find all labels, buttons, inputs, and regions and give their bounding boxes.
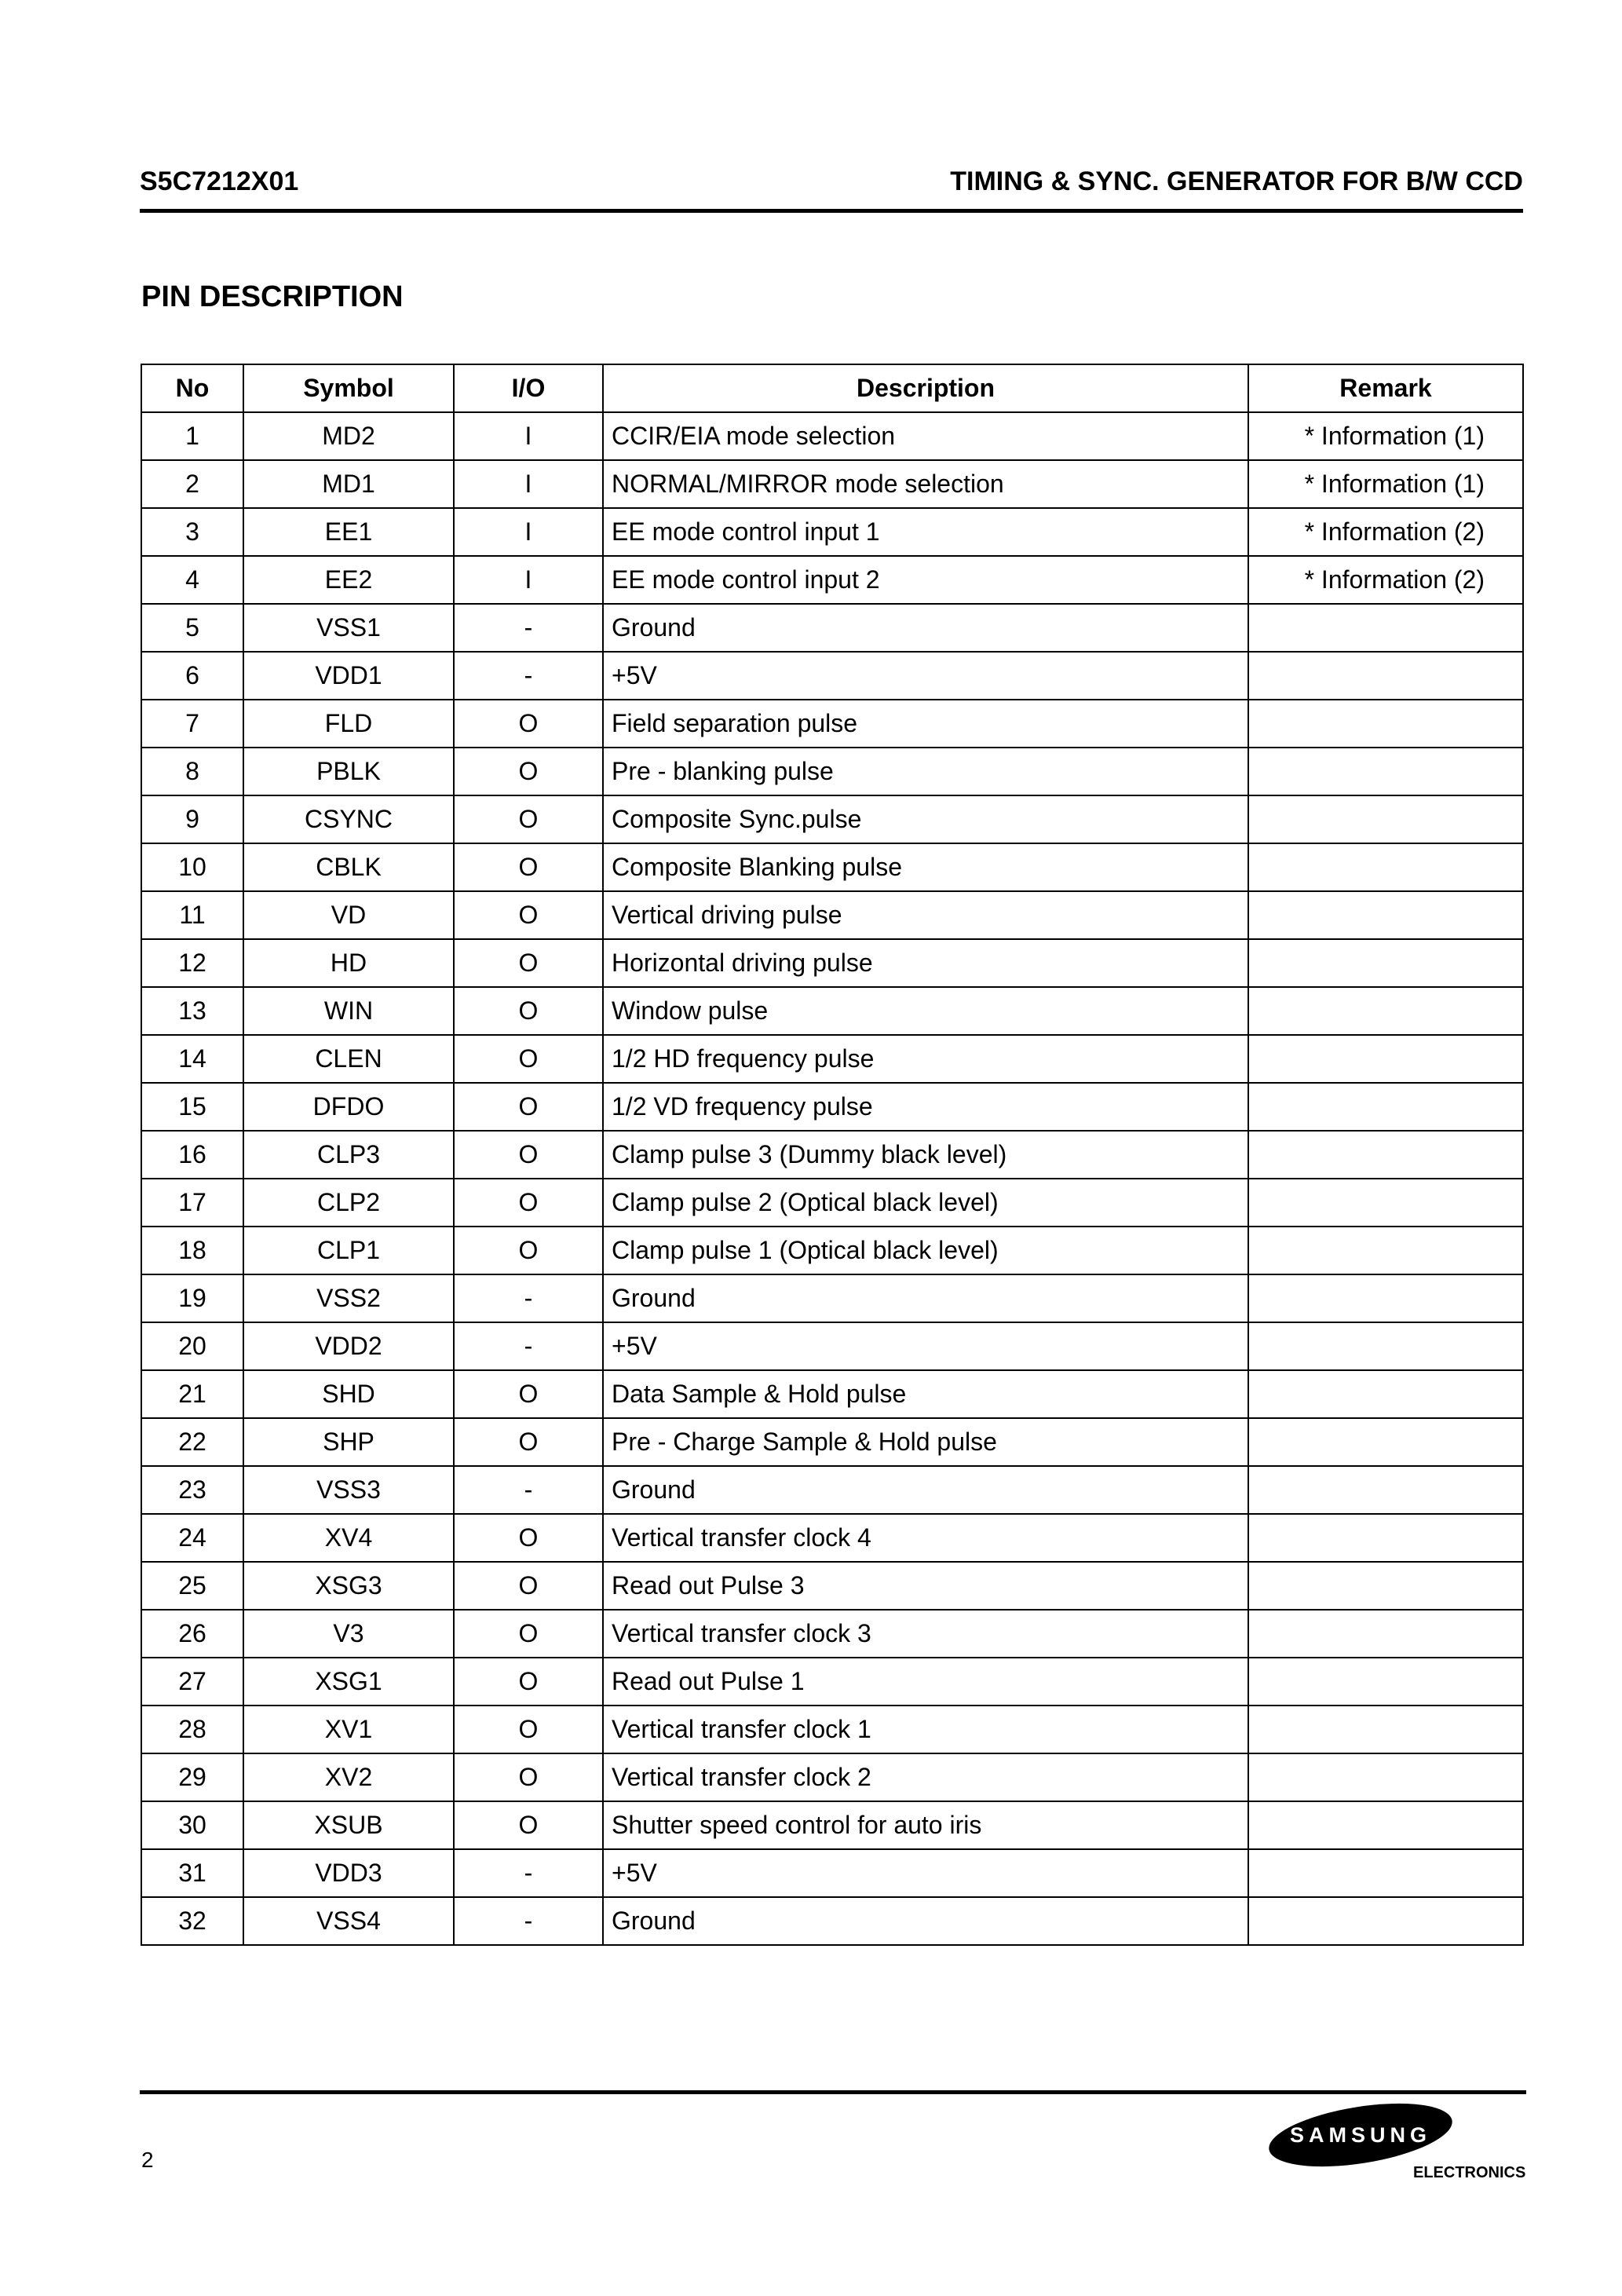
pin-remark [1248,1035,1523,1083]
pin-remark [1248,1610,1523,1658]
pin-remark [1248,795,1523,843]
pin-io: O [454,987,603,1035]
pin-io: O [454,1706,603,1753]
table-row [141,987,1523,1035]
pin-description: Clamp pulse 2 (Optical black level) [603,1179,1248,1227]
pin-io: - [454,604,603,652]
pin-remark [1248,1658,1523,1706]
pin-remark [1248,939,1523,987]
table-row [141,1897,1523,1945]
table-row [141,1849,1523,1897]
pin-symbol: PBLK [243,748,454,795]
table-row [141,556,1523,604]
pin-remark [1248,1083,1523,1131]
pin-symbol: CLP2 [243,1179,454,1227]
pin-description: Read out Pulse 3 [603,1562,1248,1610]
pin-description: Vertical transfer clock 4 [603,1514,1248,1562]
pin-symbol: VSS4 [243,1897,454,1945]
pin-io: O [454,891,603,939]
pin-io: O [454,1035,603,1083]
pin-remark [1248,1418,1523,1466]
pin-io: - [454,652,603,700]
pin-io: - [454,1849,603,1897]
pin-remark [1248,1514,1523,1562]
pin-description: Shutter speed control for auto iris [603,1801,1248,1849]
pin-remark [1248,1179,1523,1227]
pin-description: Pre - Charge Sample & Hold pulse [603,1418,1248,1466]
pin-description: +5V [603,1322,1248,1370]
table-row [141,652,1523,700]
column-header-remark: Remark [1248,364,1523,412]
pin-number: 16 [141,1131,243,1179]
table-row [141,700,1523,748]
pin-remark [1248,1274,1523,1322]
pin-symbol: WIN [243,987,454,1035]
pin-description: NORMAL/MIRROR mode selection [603,460,1248,508]
pin-number: 31 [141,1849,243,1897]
pin-symbol: XSG3 [243,1562,454,1610]
pin-io: O [454,1131,603,1179]
pin-symbol: HD [243,939,454,987]
pin-number: 13 [141,987,243,1035]
pin-io: O [454,1562,603,1610]
pin-number: 24 [141,1514,243,1562]
table-row [141,1562,1523,1610]
pin-io: O [454,1370,603,1418]
table-row [141,1801,1523,1849]
pin-remark [1248,1227,1523,1274]
table-row [141,1514,1523,1562]
pin-symbol: VSS1 [243,604,454,652]
pin-symbol: XV2 [243,1753,454,1801]
table-row [141,939,1523,987]
column-header-io: I/O [454,364,603,412]
page-number: 2 [141,2148,154,2172]
section-title: PIN DESCRIPTION [141,280,404,313]
pin-io: I [454,460,603,508]
pin-remark [1248,843,1523,891]
pin-symbol: VDD2 [243,1322,454,1370]
pin-symbol: VSS3 [243,1466,454,1514]
pin-io: O [454,1801,603,1849]
pin-io: O [454,1658,603,1706]
pin-io: O [454,748,603,795]
table-row [141,1466,1523,1514]
pin-io: - [454,1274,603,1322]
pin-number: 11 [141,891,243,939]
pin-remark [1248,1753,1523,1801]
pin-number: 22 [141,1418,243,1466]
pin-symbol: DFDO [243,1083,454,1131]
pin-description: Clamp pulse 1 (Optical black level) [603,1227,1248,1274]
pin-description: +5V [603,1849,1248,1897]
pin-io: I [454,412,603,460]
pin-description: Clamp pulse 3 (Dummy black level) [603,1131,1248,1179]
pin-description: Ground [603,1897,1248,1945]
pin-description: Ground [603,1274,1248,1322]
pin-description: Vertical transfer clock 2 [603,1753,1248,1801]
table-row [141,1706,1523,1753]
table-row [141,843,1523,891]
pin-symbol: XV1 [243,1706,454,1753]
pin-io: O [454,1227,603,1274]
pin-symbol: VDD3 [243,1849,454,1897]
table-row [141,1035,1523,1083]
pin-description: 1/2 HD frequency pulse [603,1035,1248,1083]
column-header-no: No [141,364,243,412]
table-row [141,1418,1523,1466]
pin-description: Ground [603,1466,1248,1514]
pin-io: - [454,1322,603,1370]
pin-number: 23 [141,1466,243,1514]
pin-number: 30 [141,1801,243,1849]
pin-remark [1248,652,1523,700]
pin-number: 27 [141,1658,243,1706]
pin-symbol: EE1 [243,508,454,556]
pin-description: Field separation pulse [603,700,1248,748]
header-divider [140,209,1523,213]
pin-description: Pre - blanking pulse [603,748,1248,795]
pin-symbol: VD [243,891,454,939]
samsung-logo [1262,2101,1459,2169]
pin-remark [1248,1706,1523,1753]
pin-number: 7 [141,700,243,748]
pin-remark [1248,1370,1523,1418]
pin-remark [1248,700,1523,748]
table-row [141,1370,1523,1418]
pin-description: +5V [603,652,1248,700]
pin-number: 5 [141,604,243,652]
pin-description: Composite Blanking pulse [603,843,1248,891]
pin-number: 9 [141,795,243,843]
pin-number: 19 [141,1274,243,1322]
pin-description: Ground [603,604,1248,652]
pin-symbol: SHP [243,1418,454,1466]
pin-io: O [454,1610,603,1658]
pin-io: I [454,508,603,556]
pin-symbol: CLEN [243,1035,454,1083]
pin-number: 12 [141,939,243,987]
pin-io: O [454,1418,603,1466]
pin-number: 32 [141,1897,243,1945]
pin-symbol: CBLK [243,843,454,891]
table-row [141,604,1523,652]
table-row [141,460,1523,508]
pin-remark [1248,987,1523,1035]
pin-number: 10 [141,843,243,891]
pin-number: 8 [141,748,243,795]
pin-io: O [454,1514,603,1562]
pin-symbol: VDD1 [243,652,454,700]
logo-subtext: ELECTRONICS [1413,2164,1526,2181]
table-header-row [141,364,1523,412]
part-number: S5C7212X01 [140,166,299,196]
pin-description: Horizontal driving pulse [603,939,1248,987]
pin-io: I [454,556,603,604]
pin-symbol: SHD [243,1370,454,1418]
pin-io: O [454,843,603,891]
pin-symbol: MD2 [243,412,454,460]
footer-divider [140,2090,1526,2094]
pin-number: 26 [141,1610,243,1658]
pin-number: 28 [141,1706,243,1753]
table-row [141,1083,1523,1131]
pin-description: Window pulse [603,987,1248,1035]
pin-symbol: V3 [243,1610,454,1658]
pin-description-table [141,364,1524,1946]
pin-remark: * Information (1) [1248,460,1523,508]
pin-number: 15 [141,1083,243,1131]
pin-number: 3 [141,508,243,556]
pin-number: 20 [141,1322,243,1370]
pin-number: 14 [141,1035,243,1083]
column-header-description: Description [603,364,1248,412]
pin-description: Vertical transfer clock 1 [603,1706,1248,1753]
pin-remark [1248,1131,1523,1179]
table-row [141,1753,1523,1801]
pin-remark [1248,1801,1523,1849]
pin-symbol: FLD [243,700,454,748]
pin-symbol: CLP1 [243,1227,454,1274]
pin-symbol: CLP3 [243,1131,454,1179]
pin-remark [1248,748,1523,795]
pin-number: 18 [141,1227,243,1274]
table-row [141,891,1523,939]
pin-io: O [454,700,603,748]
column-header-symbol: Symbol [243,364,454,412]
table-row [141,412,1523,460]
pin-symbol: CSYNC [243,795,454,843]
pin-remark [1248,1897,1523,1945]
pin-symbol: XV4 [243,1514,454,1562]
pin-description: Vertical transfer clock 3 [603,1610,1248,1658]
page-header [140,166,1523,203]
logo-text: SAMSUNG [1289,2123,1432,2147]
pin-number: 21 [141,1370,243,1418]
pin-remark [1248,1466,1523,1514]
pin-symbol: MD1 [243,460,454,508]
table-row [141,1131,1523,1179]
table-row [141,1658,1523,1706]
table-row [141,1227,1523,1274]
pin-remark: * Information (1) [1248,412,1523,460]
pin-remark [1248,1849,1523,1897]
pin-number: 4 [141,556,243,604]
pin-remark [1248,604,1523,652]
table-row [141,1322,1523,1370]
pin-number: 29 [141,1753,243,1801]
table-row [141,508,1523,556]
pin-description: 1/2 VD frequency pulse [603,1083,1248,1131]
pin-io: O [454,1083,603,1131]
table-row [141,1274,1523,1322]
pin-io: O [454,939,603,987]
pin-number: 25 [141,1562,243,1610]
pin-description: EE mode control input 1 [603,508,1248,556]
pin-description: Read out Pulse 1 [603,1658,1248,1706]
pin-number: 17 [141,1179,243,1227]
pin-symbol: EE2 [243,556,454,604]
pin-io: - [454,1897,603,1945]
pin-remark [1248,891,1523,939]
table-row [141,748,1523,795]
pin-io: O [454,1753,603,1801]
pin-number: 6 [141,652,243,700]
pin-io: O [454,1179,603,1227]
pin-remark [1248,1562,1523,1610]
pin-io: - [454,1466,603,1514]
pin-remark [1248,1322,1523,1370]
table-row [141,1179,1523,1227]
pin-number: 2 [141,460,243,508]
pin-description: CCIR/EIA mode selection [603,412,1248,460]
pin-description: Data Sample & Hold pulse [603,1370,1248,1418]
pin-io: O [454,795,603,843]
pin-number: 1 [141,412,243,460]
pin-symbol: VSS2 [243,1274,454,1322]
table-row [141,795,1523,843]
pin-symbol: XSUB [243,1801,454,1849]
pin-remark: * Information (2) [1248,508,1523,556]
table-row [141,1610,1523,1658]
pin-description: EE mode control input 2 [603,556,1248,604]
pin-description: Composite Sync.pulse [603,795,1248,843]
pin-symbol: XSG1 [243,1658,454,1706]
document-title: TIMING & SYNC. GENERATOR FOR B/W CCD [950,166,1523,196]
pin-remark: * Information (2) [1248,556,1523,604]
pin-description: Vertical driving pulse [603,891,1248,939]
